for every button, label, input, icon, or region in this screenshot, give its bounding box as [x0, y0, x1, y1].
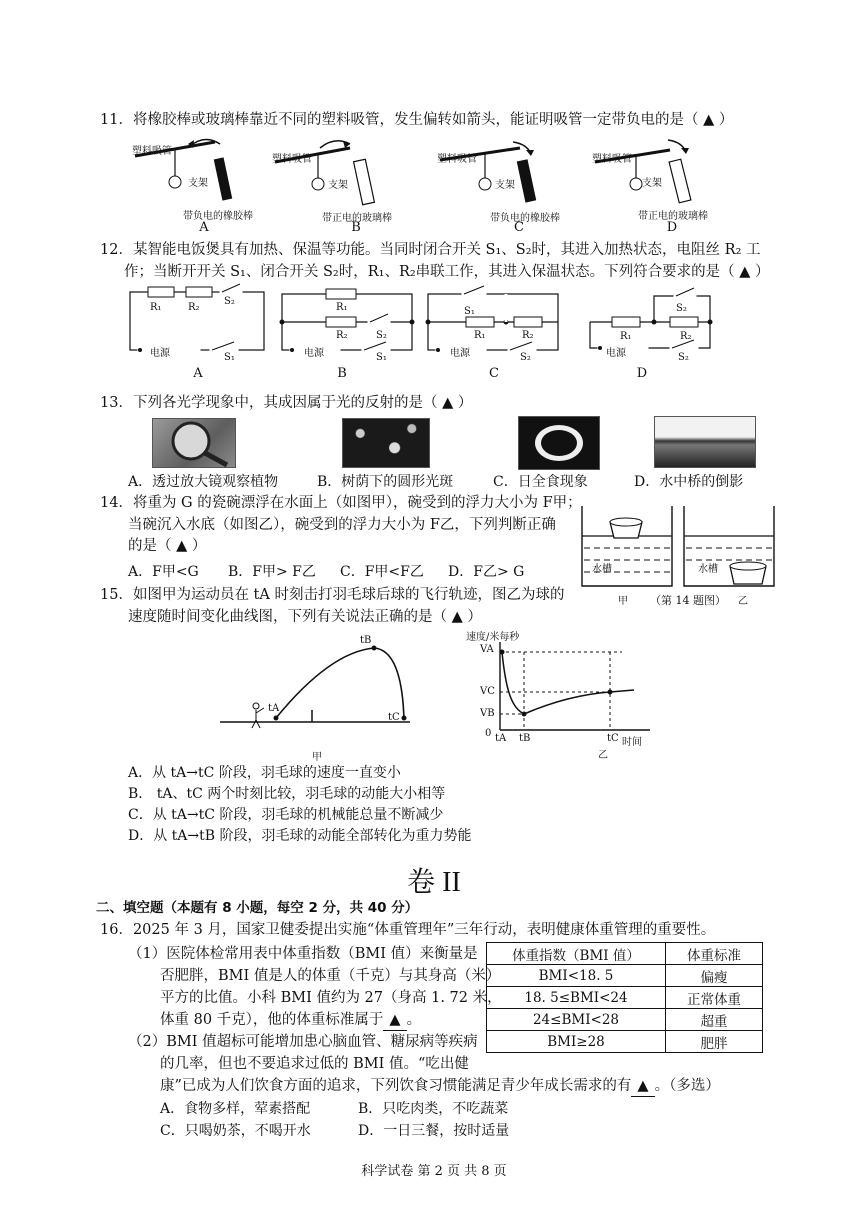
q15-xlabel: 时间	[622, 737, 642, 748]
q14-line2: 当碗沉入水底（如图乙），碗受到的浮力大小为 F乙，下列判断正确	[128, 517, 556, 533]
q16-stem: 16．2025 年 3 月，国家卫健委提出实施“体重管理年”三年行动，表明健康体重管理的重要性。	[100, 922, 716, 938]
q12-b-r2: R₂	[336, 330, 348, 341]
q16-p1-l4: 体重 80 千克），他的体重标准属于 ▲ 。	[160, 1010, 421, 1031]
q16-option-a: A．食物多样，荤素搭配	[160, 1101, 311, 1117]
q12-d-r1: R₁	[620, 331, 632, 342]
q14-fig-yi: 乙	[738, 596, 748, 607]
table-row	[487, 1031, 763, 1053]
q15-chart-tb: tB	[519, 733, 531, 744]
q13-option-b: B．树荫下的圆形光斑	[317, 474, 454, 490]
q12-c-s1: S₁	[464, 306, 475, 317]
q11-letter-d: D	[666, 220, 678, 235]
q12-circuit-b-diagram	[282, 292, 422, 362]
q12-d-power: 电源	[606, 348, 626, 359]
bmi-range: BMI≥28	[487, 1031, 666, 1053]
q11-straw-label-b: 塑料吸管	[272, 154, 312, 165]
bmi-range: 18. 5≤BMI<24	[487, 987, 666, 1009]
q12-c-s2: S₂	[520, 352, 531, 363]
q13-stem: 13．下列各光学现象中，其成因属于光的反射的是（ ▲ ）	[100, 395, 473, 411]
q15-velocity-chart	[492, 642, 652, 742]
q15-option-a: A．从 tA→tC 阶段，羽毛球的速度一直变小	[128, 765, 401, 781]
q11-straw-label-c: 塑料吸管	[437, 154, 477, 165]
q14-tank-label-jia: 水槽	[592, 564, 612, 575]
bmi-table	[486, 942, 763, 1053]
point-a	[500, 650, 505, 655]
tree-shade-photo	[342, 418, 430, 468]
q15-ylabel: 速度/米每秒	[466, 632, 520, 643]
q14-option-b: B．F甲> F乙	[228, 564, 316, 580]
q16-option-b: B．只吃肉类，不吃蔬菜	[358, 1101, 509, 1117]
bmi-category: 正常体重	[666, 987, 763, 1009]
q15-option-d: D．从 tA→tB 阶段，羽毛球的动能全部转化为重力势能	[128, 828, 472, 844]
q15-vb: VB	[480, 708, 495, 719]
q12-a-r1: R₁	[150, 302, 162, 313]
q16-p2-l2: 的几率，但也不要追求过低的 BMI 值。“吃出健	[160, 1056, 469, 1072]
q15-vc: VC	[480, 686, 495, 697]
q12-b-r1: R₁	[336, 302, 348, 313]
q14-option-a: A．F甲<G	[128, 564, 199, 580]
q12-c-r2: R₂	[522, 330, 534, 341]
q16-p2-l3: 康”已成为人们饮食方面的追求，下列饮食习惯能满足青少年成长需求的有 ▲ 。（多选）	[160, 1076, 720, 1097]
q12-c-power: 电源	[450, 348, 470, 359]
q15-origin: 0	[485, 728, 492, 739]
solar-eclipse-photo	[518, 416, 600, 470]
page-footer: 科学试卷 第 2 页 共 8 页	[361, 1164, 507, 1179]
q15-chart-tc: tC	[607, 733, 619, 744]
q15-line2: 速度随时间变化曲线图，下列有关说法正确的是（ ▲ ）	[128, 609, 482, 625]
q11-rod-label-d: 带正电的玻璃棒	[638, 211, 708, 222]
q13-option-a: A．透过放大镜观察植物	[128, 474, 279, 490]
q16-blank-1[interactable]: ▲	[383, 1010, 406, 1031]
q12-line2: 作；当断开开关 S₁、闭合开关 S₂时，R₁、R₂串联工作，其进入保温状态。下列符合要求的是（ ▲ ）	[124, 264, 770, 280]
bmi-range: 24≤BMI<28	[487, 1009, 666, 1031]
q16-p2-l1: （2）BMI 值超标可能增加患心脑血管、糖尿病等疾病	[128, 1034, 478, 1050]
magnifier-photo	[152, 418, 236, 468]
q11-letter-b: B	[351, 220, 361, 235]
q15-traj-tb: tB	[360, 635, 372, 646]
q16-option-c: C．只喝奶茶，不喝开水	[160, 1123, 311, 1139]
q11-stand-label-a: 支架	[188, 178, 208, 189]
section-heading: 二、填空题（本题有 8 小题，每空 2 分，共 40 分）	[96, 900, 419, 916]
q12-letter-c: C	[489, 366, 499, 381]
section-title: 卷 II	[407, 867, 461, 898]
table-row	[487, 1009, 763, 1031]
q12-d-r2: R₂	[680, 331, 692, 342]
q11-letter-c: C	[514, 220, 524, 235]
bmi-header-standard: 体重标准	[666, 943, 763, 965]
bmi-category: 超重	[666, 1009, 763, 1031]
q15-option-b: B． tA、tC 两个时刻比较，羽毛球的动能大小相等	[128, 786, 446, 802]
q11-rod-label-c: 带负电的橡胶棒	[490, 213, 560, 224]
q12-b-s2: S₂	[376, 330, 387, 341]
q16-p1-l2: 否肥胖，BMI 值是人的体重（千克）与其身高（米）	[160, 968, 501, 984]
q12-b-power: 电源	[304, 348, 324, 359]
q14-option-c: C．F甲<F乙	[340, 564, 424, 580]
q14-option-d: D．F乙> G	[448, 564, 525, 580]
bmi-category: 肥胖	[666, 1031, 763, 1053]
q12-a-s2: S₂	[224, 296, 235, 307]
q11-stem: 11．将橡胶棒或玻璃棒靠近不同的塑料吸管，发生偏转如箭头，能证明吸管一定带负电的是（ ▲ ）	[100, 112, 734, 128]
q15-va: VA	[480, 644, 494, 655]
q15-chart-ta: tA	[495, 733, 507, 744]
q13-option-c: C．日全食现象	[493, 474, 588, 490]
bmi-category: 偏瘦	[666, 965, 763, 987]
q12-a-r2: R₂	[188, 302, 200, 313]
q12-d-s2: S₂	[678, 352, 689, 363]
q16-option-d: D．一日三餐，按时适量	[358, 1123, 510, 1139]
q12-a-power: 电源	[150, 348, 170, 359]
bmi-range: BMI<18. 5	[487, 965, 666, 987]
q12-c-r1: R₁	[474, 330, 486, 341]
q14-line3: 的是（ ▲ ）	[128, 538, 207, 554]
velocity-curve	[502, 652, 634, 714]
q14-tank-label-yi: 水槽	[698, 564, 718, 575]
q12-circuit-c-diagram	[428, 292, 568, 362]
q16-p1-l3: 平方的比值。小科 BMI 值约为 27（身高 1. 72 米，	[160, 990, 502, 1006]
q15-traj-ta: tA	[268, 703, 280, 714]
bmi-table-header	[487, 943, 763, 965]
point-b	[522, 712, 527, 717]
q11-letter-a: A	[199, 220, 209, 235]
q15-fig-jia: 甲	[312, 752, 322, 763]
q15-trajectory-diagram	[220, 640, 420, 740]
q12-letter-d: D	[636, 366, 648, 381]
q15-traj-tc: tC	[388, 712, 400, 723]
q13-option-d: D．水中桥的倒影	[634, 474, 744, 490]
q14-fig-caption: （第 14 题图）	[650, 594, 726, 607]
q15-option-c: C．从 tA→tC 阶段，羽毛球的机械能总量不断减少	[128, 807, 444, 823]
table-row	[487, 965, 763, 987]
q15-line1: 15．如图甲为运动员在 tA 时刻击打羽毛球后球的飞行轨迹，图乙为球的	[100, 587, 565, 603]
q11-straw-label-d: 塑料吸管	[592, 154, 632, 165]
q11-rod-label-a: 带负电的橡胶棒	[183, 211, 253, 222]
bridge-reflection-photo	[654, 416, 756, 468]
q12-b-s1: S₁	[376, 352, 387, 363]
q11-stand-label-c: 支架	[495, 180, 515, 191]
q12-letter-b: B	[337, 366, 347, 381]
q11-stand-label-b: 支架	[328, 180, 348, 191]
q16-blank-2[interactable]: ▲	[631, 1076, 654, 1097]
q14-line1: 14．将重为 G 的瓷碗漂浮在水面上（如图甲），碗受到的浮力大小为 F甲；	[100, 495, 582, 511]
q12-letter-a: A	[193, 366, 203, 381]
q11-rod-label-b: 带正电的玻璃棒	[322, 213, 392, 224]
point-c	[608, 690, 613, 695]
q11-straw-label-a: 塑料吸管	[132, 146, 172, 157]
q14-tanks-diagram	[580, 502, 780, 592]
q12-d-s2-top: S₂	[676, 303, 687, 314]
bmi-header-index: 体重指数（BMI 值）	[487, 943, 666, 965]
q12-line1: 12．某智能电饭煲具有加热、保温等功能。当同时闭合开关 S₁、S₂时，其进入加热状态，电阻丝 R₂ 工	[100, 242, 761, 258]
table-row	[487, 987, 763, 1009]
q12-a-s1: S₁	[224, 352, 235, 363]
q16-p1-l1: （1）医院体检常用表中体重指数（BMI 值）来衡量是	[128, 946, 478, 962]
q15-fig-yi: 乙	[598, 750, 608, 761]
q11-stand-label-d: 支架	[642, 178, 662, 189]
q14-fig-jia: 甲	[618, 596, 628, 607]
